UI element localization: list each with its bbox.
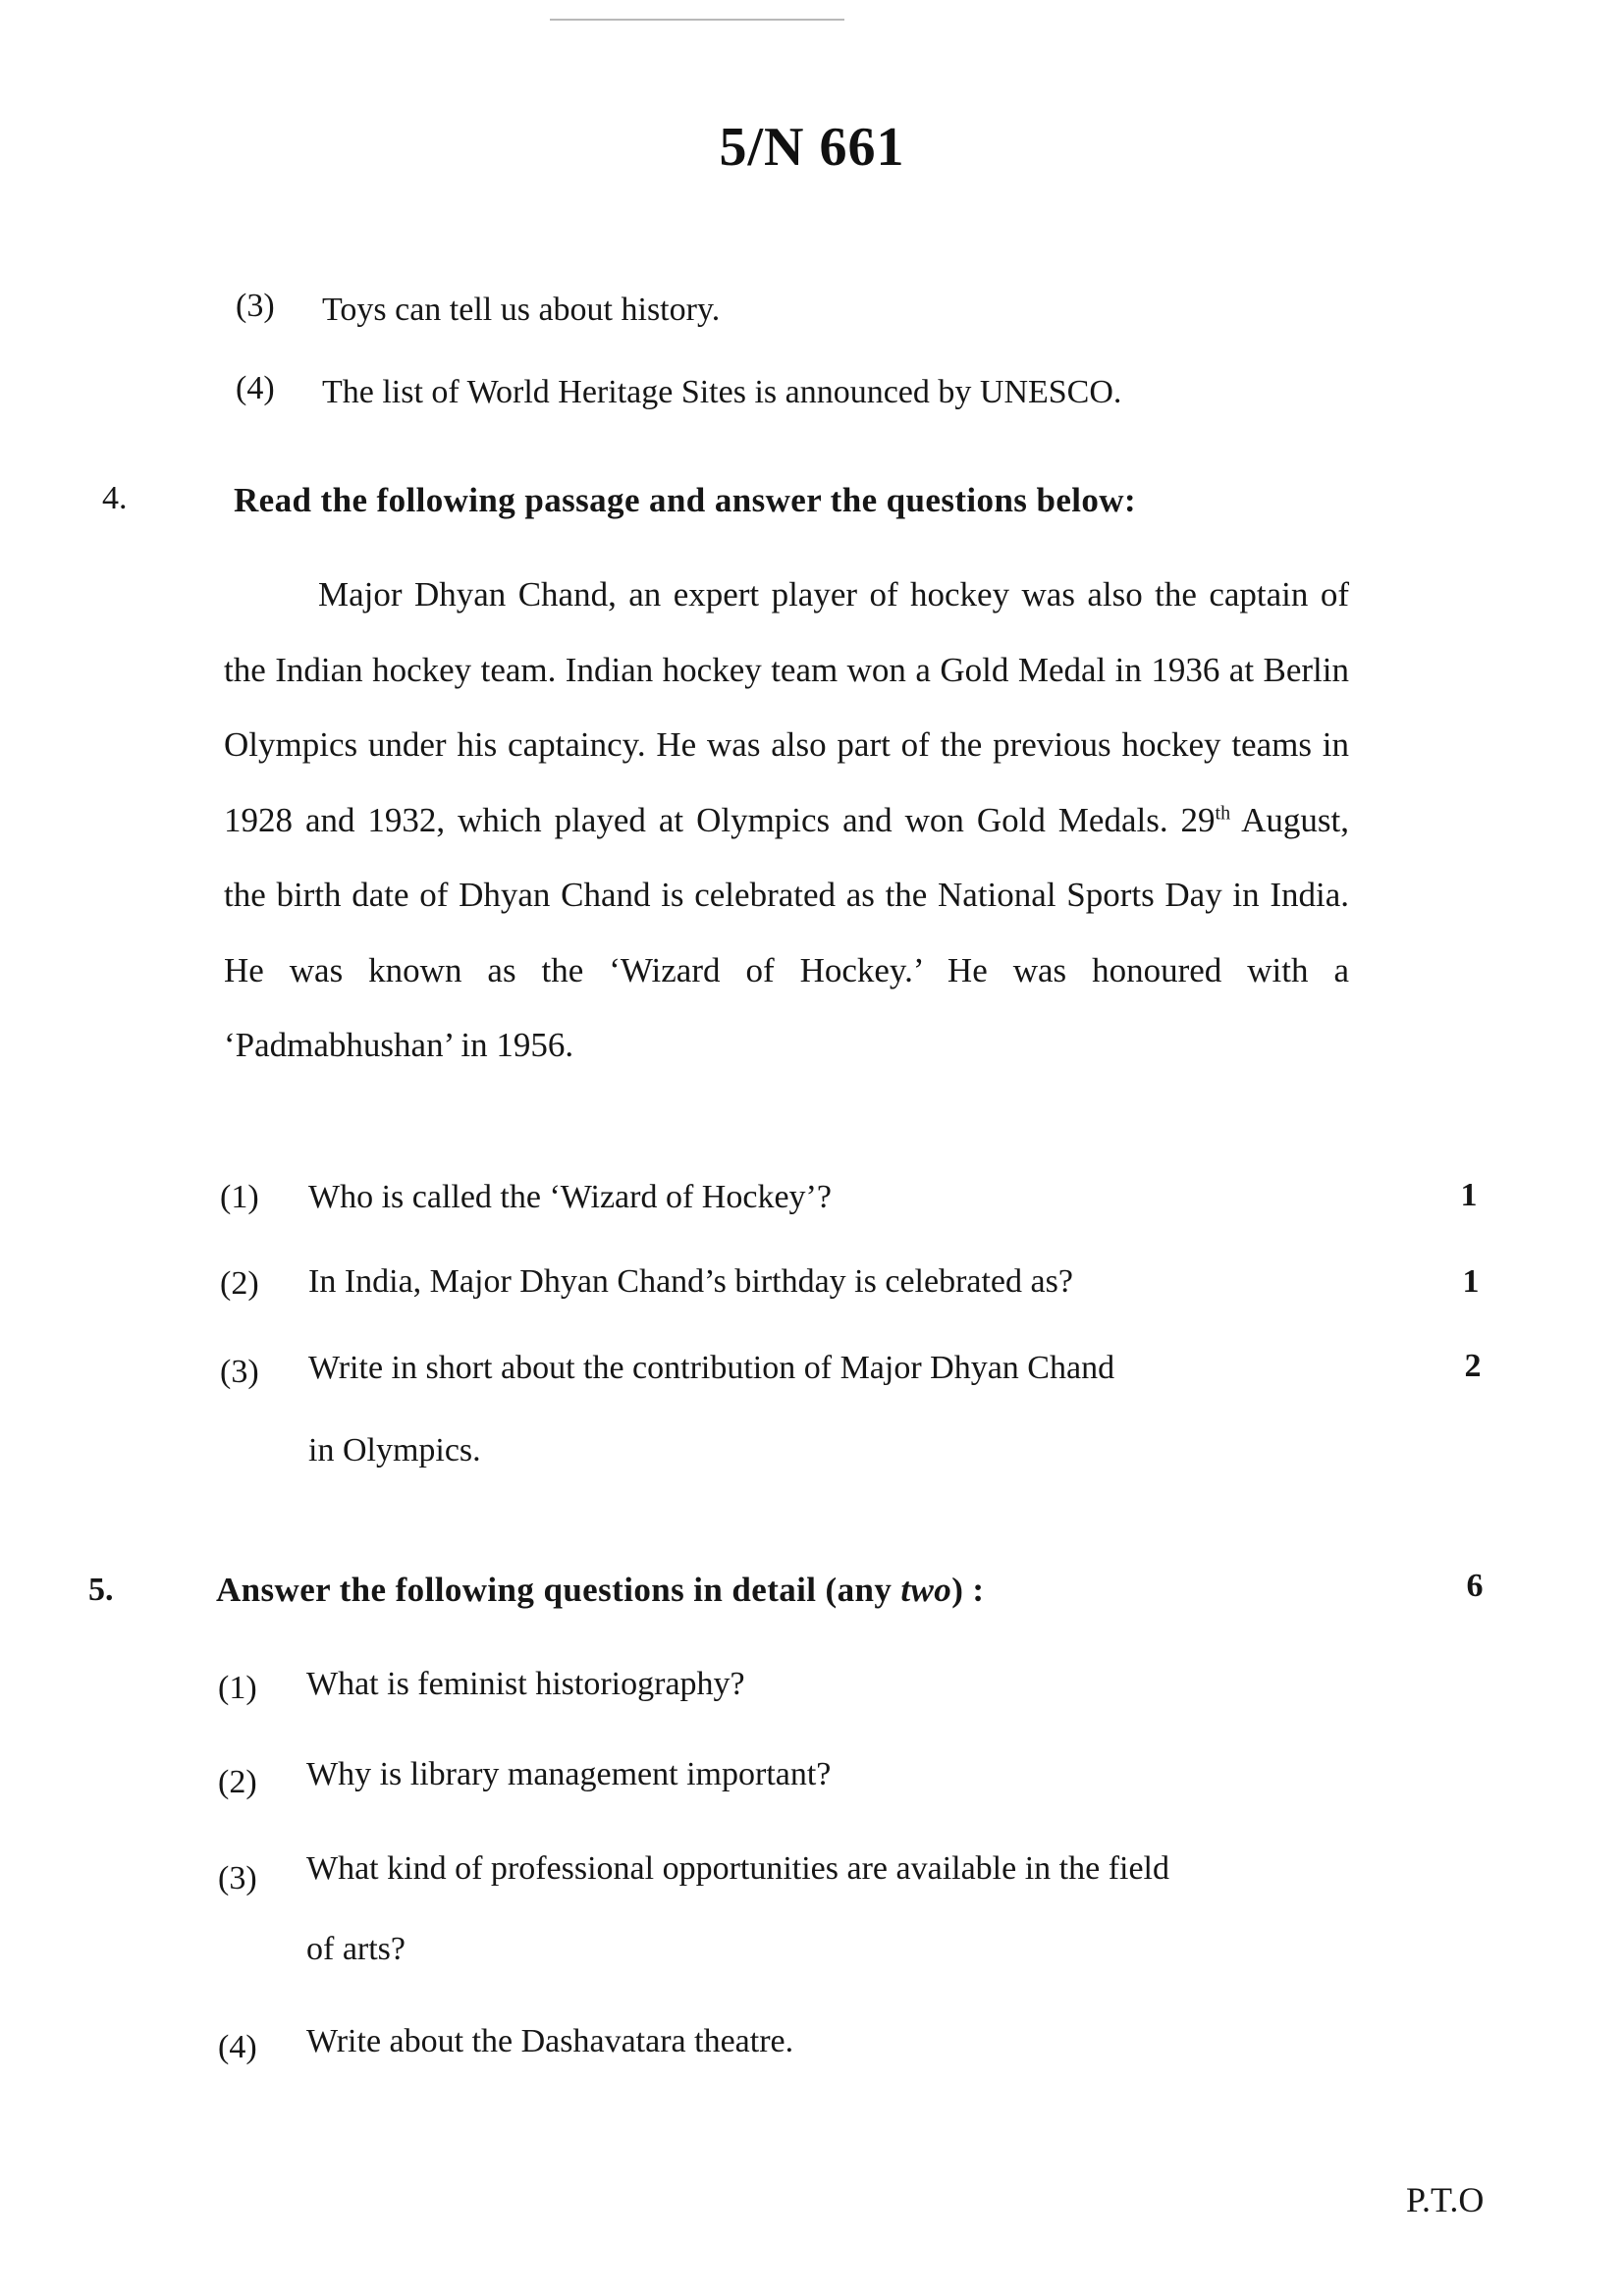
q5-question-1-number: (1) <box>218 1670 257 1706</box>
q4-question-3-marks: 2 <box>1464 1348 1482 1384</box>
q5-question-3-text-line2: of arts? <box>306 1931 406 1967</box>
q5-heading-italic: two <box>900 1571 952 1609</box>
q4-question-1-number: (1) <box>220 1179 259 1215</box>
q5-number: 5. <box>88 1572 114 1608</box>
q4-question-3-number: (3) <box>220 1354 259 1390</box>
q3-item-4-text: The list of World Heritage Sites is announced by UNESCO. <box>322 374 1122 410</box>
q5-marks: 6 <box>1466 1568 1484 1604</box>
q4-heading: Read the following passage and answer the questions below: <box>234 481 1137 519</box>
q4-question-2-number: (2) <box>220 1265 259 1302</box>
q4-passage <box>224 558 1349 1084</box>
q5-question-1-text: What is feminist historiography? <box>306 1666 745 1702</box>
q4-question-2-marks: 1 <box>1462 1263 1480 1300</box>
q5-question-2-number: (2) <box>218 1764 257 1800</box>
q4-passage-part2: August, the birth date of Dhyan Chand is celebrated as the National Sports Day in India. He was known as the ‘Wizard of Hockey.’ He was honoured with a ‘Padmabhushan’ in 1956. <box>224 800 1349 1064</box>
q4-question-2-text: In India, Major Dhyan Chand’s birthday is celebrated as? <box>308 1263 1073 1300</box>
q4-question-1-text: Who is called the ‘Wizard of Hockey’? <box>308 1179 832 1215</box>
q3-item-3-number: (3) <box>236 288 275 324</box>
q5-question-4-number: (4) <box>218 2029 257 2065</box>
q5-heading-end: ) : <box>951 1571 985 1609</box>
q5-question-4-text: Write about the Dashavatara theatre. <box>306 2023 794 2059</box>
q3-item-4-number: (4) <box>236 370 275 406</box>
q5-heading-main: Answer the following questions in detail (any <box>216 1571 901 1609</box>
q4-passage-part1: Major Dhyan Chand, an expert player of hockey was also the captain of the Indian hockey team. Indian hockey team won a Gold Medal in 1936 at Berlin Olympics under his captaincy. He was also part of the previous hockey teams in 1928 and 1932, which played at Olympics and won Gold Medals. 29 <box>224 575 1349 839</box>
q3-item-3-text: Toys can tell us about history. <box>322 292 721 328</box>
q4-number: 4. <box>102 480 128 516</box>
paper-code: 5/N 661 <box>719 117 905 178</box>
q4-question-3-text: Write in short about the contribution of Major Dhyan Chand <box>308 1350 1115 1386</box>
q5-question-2-text: Why is library management important? <box>306 1756 832 1792</box>
q5-heading <box>216 1571 984 1610</box>
top-scan-line <box>550 19 844 21</box>
q5-question-3-number: (3) <box>218 1860 257 1896</box>
q4-question-1-marks: 1 <box>1460 1177 1478 1213</box>
pto-note: P.T.O <box>1406 2180 1485 2219</box>
q5-question-3-text: What kind of professional opportunities are available in the field <box>306 1850 1170 1887</box>
q4-question-3-text-line2: in Olympics. <box>308 1432 481 1468</box>
q4-passage-superscript: th <box>1215 801 1231 824</box>
